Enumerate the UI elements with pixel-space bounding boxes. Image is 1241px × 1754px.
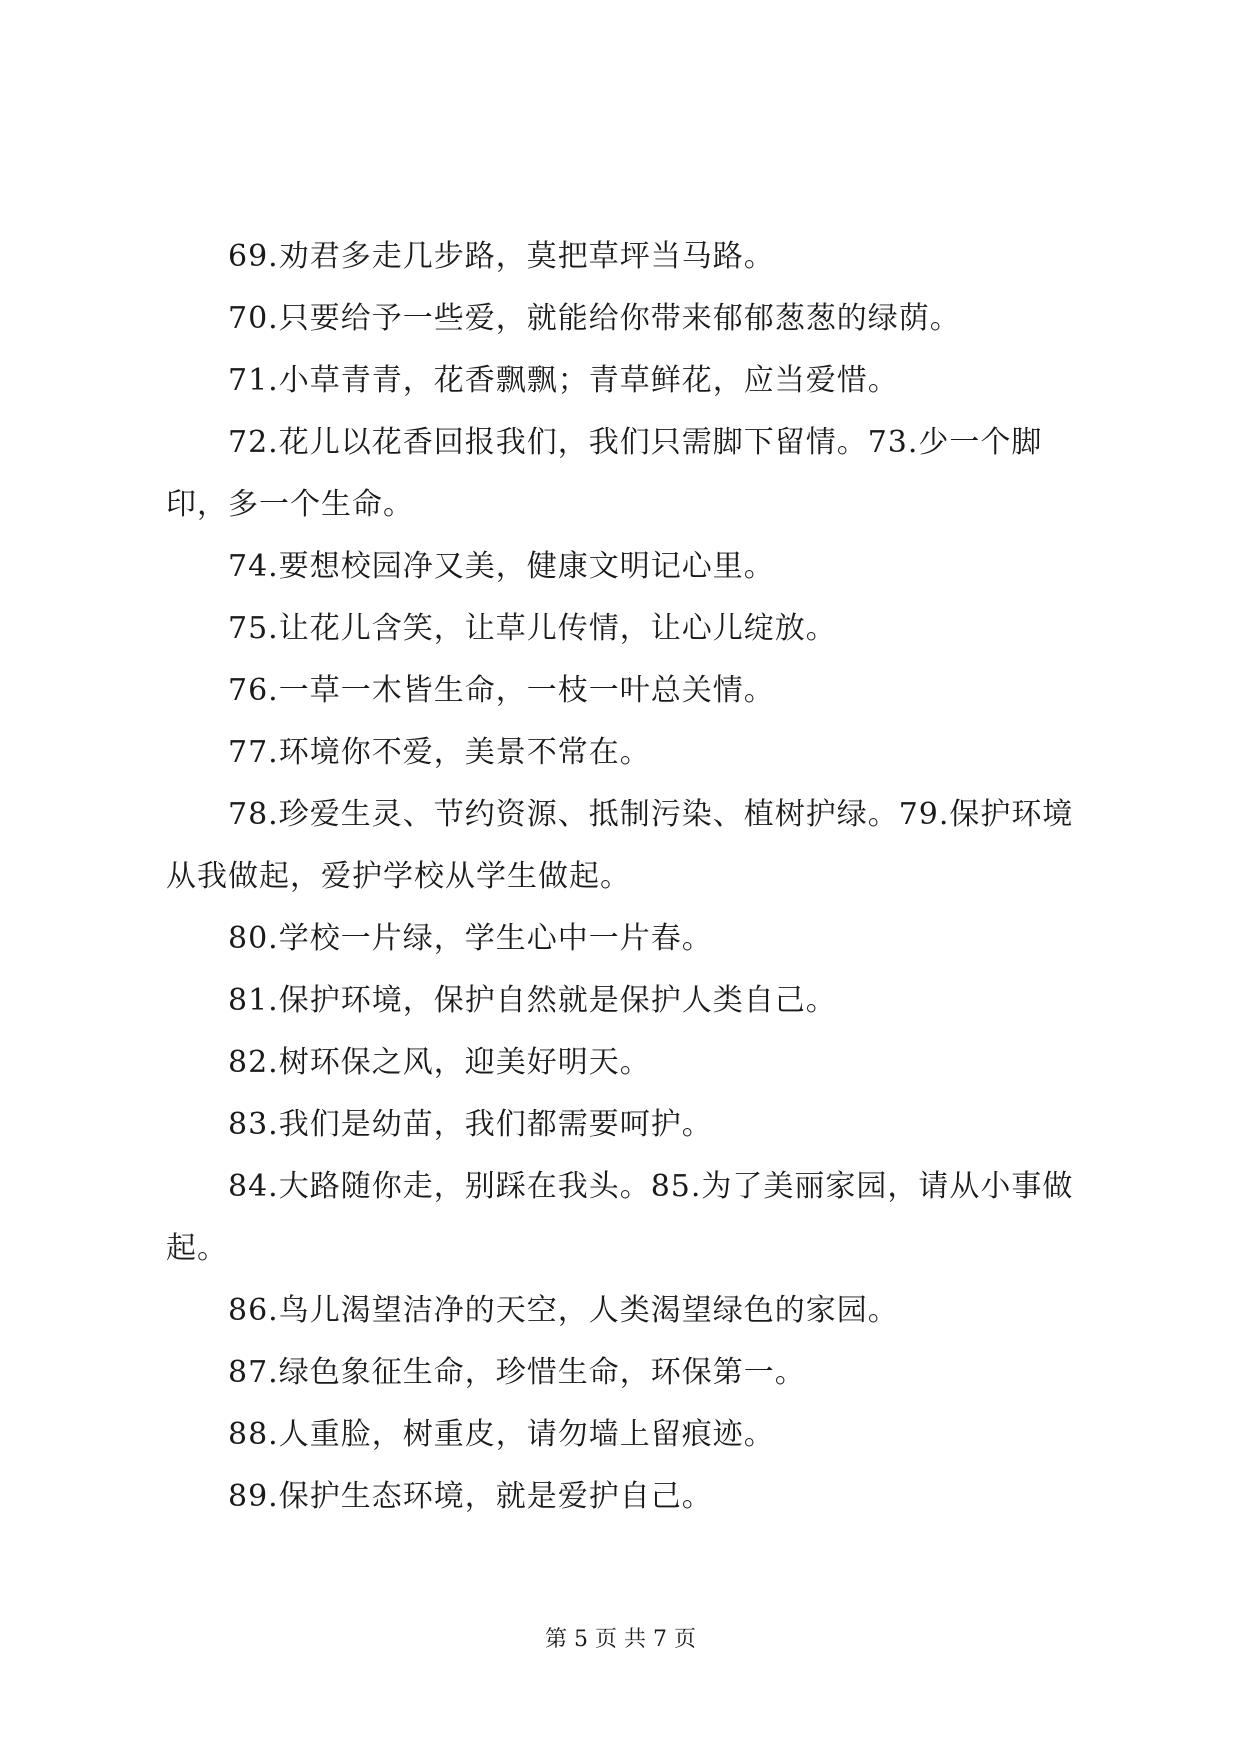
paragraph-84: 84.大路随你走，别踩在我头。85.为了美丽家园，请从小事做起。 [166, 1169, 1074, 1266]
paragraph-75: 75.让花儿含笑，让草儿传情，让心儿绽放。 [228, 611, 837, 646]
paragraph-78: 78.珍爱生灵、节约资源、抵制污染、植树护绿。79.保护环境从我做起，爱护学校从学生做起。 [166, 797, 1074, 894]
page-number-footer: 第 5 页 共 7 页 [545, 1627, 696, 1652]
paragraph-70: 70.只要给予一些爱，就能给你带来郁郁葱葱的绿荫。 [228, 301, 961, 336]
paragraph-83: 83.我们是幼苗，我们都需要呵护。 [228, 1107, 713, 1142]
paragraph-89: 89.保护生态环境，就是爱护自己。 [228, 1479, 713, 1514]
paragraph-71: 71.小草青青，花香飘飘；青草鲜花，应当爱惜。 [228, 363, 899, 398]
paragraph-82: 82.树环保之风，迎美好明天。 [228, 1045, 651, 1080]
paragraph-81: 81.保护环境，保护自然就是保护人类自己。 [228, 983, 837, 1018]
paragraph-77: 77.环境你不爱，美景不常在。 [228, 735, 651, 770]
paragraph-86: 86.鸟儿渴望洁净的天空，人类渴望绿色的家园。 [228, 1293, 899, 1328]
paragraph-76: 76.一草一木皆生命，一枝一叶总关情。 [228, 673, 775, 708]
paragraph-74: 74.要想校园净又美，健康文明记心里。 [228, 549, 775, 584]
paragraph-88: 88.人重脸，树重皮，请勿墙上留痕迹。 [228, 1417, 775, 1452]
paragraph-87: 87.绿色象征生命，珍惜生命，环保第一。 [228, 1355, 806, 1390]
paragraph-69: 69.劝君多走几步路，莫把草坪当马路。 [228, 239, 775, 274]
document-body [166, 226, 1088, 1528]
paragraph-80: 80.学校一片绿，学生心中一片春。 [228, 921, 713, 956]
paragraph-72: 72.花儿以花香回报我们，我们只需脚下留情。73.少一个脚印，多一个生命。 [166, 425, 1043, 522]
